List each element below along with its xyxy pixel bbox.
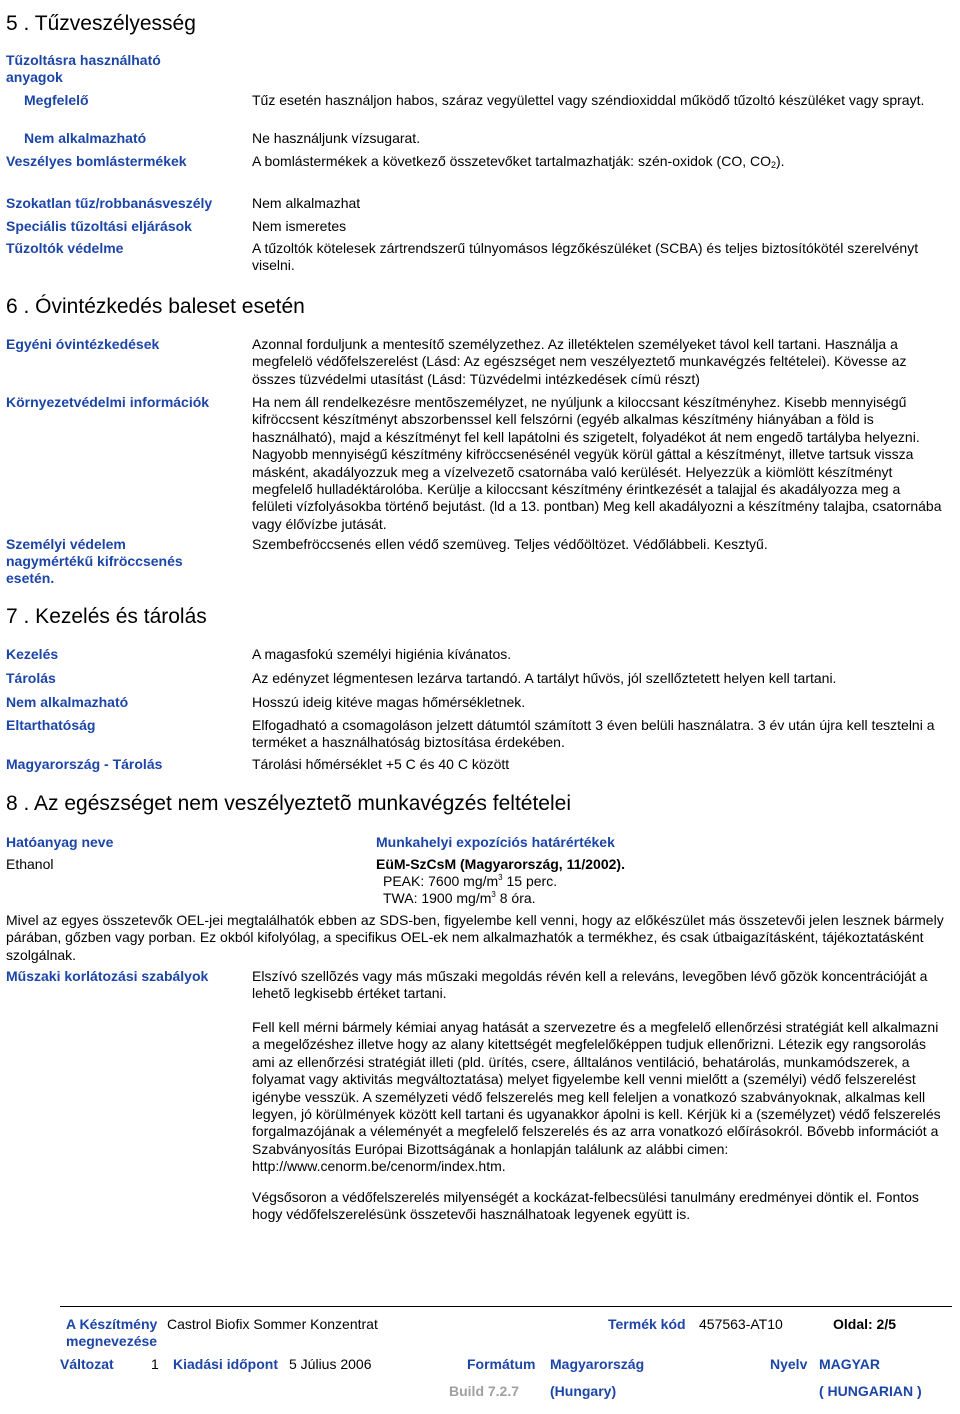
label-handling: Kezelés <box>6 646 59 662</box>
value-personal-precautions: Azonnal forduljunk a mentesítő személyzethez. Az illetéktelen személyeket távol kell tartani. Használja a megfelelö védőfelszerelést (Lásd: Az egészséget nem veszélyeztető munkavégzés feltételei). Kövesse az összes tüzvédelmi utasítást (Lásd: Tüzvédelmi intézkedések címü részt) <box>252 336 907 387</box>
footer-language: MAGYAR <box>819 1356 880 1372</box>
label-ppe-large-spill: Személyi védelem nagymértékű kifröccsenés esetén. <box>6 536 183 586</box>
section-8-title: 8 . Az egészséget nem veszélyeztetõ munkavégzés feltételei <box>6 792 571 815</box>
footer-product-label: A Készítmény <box>66 1316 158 1332</box>
value-shelf-life: Elfogadható a csomagoláson jelzett dátumtól számított 3 éven belüli használatra. 3 év után újra kell tesztelni a terméket a használhatóság biztosítása érdekében. <box>252 717 935 751</box>
value-not-applicable: Hosszú ideig kitéve magas hőmérsékletnek. <box>252 694 526 710</box>
label-firefighter-protection: Tűzoltók védelme <box>6 240 124 256</box>
regulation-name: EüM-SzCsM (Magyarország, 11/2002). <box>376 856 625 872</box>
value-not-suitable: Ne használjunk vízsugarat. <box>252 130 421 146</box>
value-hazardous-products: A bomlástermékek a következő összetevőket tartalmazhatják: szén-oxidok (CO, $CO_2$). <box>252 153 785 170</box>
engineering-controls-p3: Végsősoron a védőfelszerelés milyenségét a kockázat-felbecsülési tanulmány eredményei döntik el. Fontos hogy védőfelszerelésünk összetevői használhatoak legyenek együtt is. <box>252 1189 919 1223</box>
column-exposure-limits: Munkahelyi expozíciós határértékek <box>376 834 615 850</box>
footer-format: Magyarország <box>550 1356 645 1372</box>
label-shelf-life: Eltarthatóság <box>6 717 96 733</box>
label-hungary-storage: Magyarország - Tárolás <box>6 756 163 772</box>
engineering-controls-p1: Elszívó szellõzés vagy más műszaki megoldás révén kell a releváns, levegõben lévő gõzök koncentrációját a lehetõ legkisebb értéket tartani. <box>252 968 928 1002</box>
value-handling: A magasfokú személyi higiénia kívánatos. <box>252 646 512 662</box>
oel-note: Mivel az egyes összetevők OEL-jei megtalálhatók ebben az SDS-ben, figyelembe kell venni, hogy az előkészület más összetevői jelen lesznek bármely párában, gőzben vagy porban. Ez okból kifolyólag, a specifikus OEL-ek nem alkalmazhatók a termékhez, és csak útbaigazításként, tájékoztatásként szolgálnak. <box>6 912 944 963</box>
footer-format-label: Formátum <box>467 1356 536 1372</box>
column-substance-name: Hatóanyag neve <box>6 834 114 850</box>
section-5-title: 5 . Tűzveszélyesség <box>6 12 196 35</box>
footer-language-sub: ( HUNGARIAN ) <box>819 1383 922 1399</box>
label-engineering-controls: Műszaki korlátozási szabályok <box>6 968 209 984</box>
value-unusual-hazards: Nem alkalmazhat <box>252 195 361 211</box>
footer-page: Oldal: 2/5 <box>833 1316 897 1332</box>
footer-format-sub: (Hungary) <box>550 1383 617 1399</box>
value-suitable: Tűz esetén használjon habos, száraz vegyülettel vagy széndioxiddal működő tűzoltó készüléket vagy sprayt. <box>252 92 925 108</box>
footer-version-label: Változat <box>60 1356 114 1372</box>
value-ppe-large-spill: Szembefröccsenés ellen védő szemüveg. Teljes védőöltözet. Védőlábbeli. Kesztyű. <box>252 536 768 552</box>
limit-twa: TWA: 1900 $mg/m^3$ 8 óra. <box>383 890 536 906</box>
section-7-title: 7 . Kezelés és tárolás <box>6 605 207 628</box>
value-firefighter-protection: A tűzoltók kötelesek zártrendszerű túlnyomásos légzőkészüléket (SCBA) és teljes biztosítókötél szerelvényt viselni. <box>252 240 919 274</box>
label-unusual-hazards: Szokatlan tűz/robbanásveszély <box>6 195 213 211</box>
value-storage: Az edényzet légmentesen lezárva tartandó. A tartályt hűvös, jól szellőztetett helyen kell tartani. <box>252 670 837 686</box>
label-special-procedures: Speciális tűzoltási eljárások <box>6 218 192 234</box>
footer-rule <box>60 1306 952 1307</box>
label-extinguishing-media: Tűzoltásra használható anyagok <box>6 52 161 85</box>
footer-product-label-2: megnevezése <box>66 1333 158 1349</box>
footer-date-label: Kiadási időpont <box>173 1356 278 1372</box>
label-personal-precautions: Egyéni óvintézkedések <box>6 336 160 352</box>
label-not-suitable: Nem alkalmazható <box>24 130 147 146</box>
footer-language-label: Nyelv <box>770 1356 808 1372</box>
substance-name: Ethanol <box>6 856 54 872</box>
label-environmental: Környezetvédelmi információk <box>6 394 210 410</box>
label-suitable: Megfelelő <box>24 92 89 108</box>
footer-product-name: Castrol Biofix Sommer Konzentrat <box>167 1316 378 1332</box>
value-hungary-storage: Tárolási hőmérséklet +5 C és 40 C között <box>252 756 510 772</box>
label-storage: Tárolás <box>6 670 56 686</box>
value-special-procedures: Nem ismeretes <box>252 218 347 234</box>
value-environmental: Ha nem áll rendelkezésre mentõszemélyzet, ne nyúljunk a kiloccsant készítményhez. Kisebb mennyiségű kifröccsent készítményt abszorbenssel kell felszórni (egyéb alkalmas készítmény hiányában a föld is használható), majd a készítményt fel kell lapátolni és szigetelt, folyadékot át nem engedõ tartályba helyezni. Nagyobb mennyiségű készítmény kifröccsenésénél vegyük körül gáttal a készítményt, illetve tartsuk vissza másként, akadályozzuk meg a vízelvezetõ csatornába való kerülését. Helyezzük a kiömlött készítményt megfelelő hulladéktárolóba. Kerülje a kiloccsant készítmény érintkezését a talajjal és akadályozza meg a felületi vízfolyásokba történő bejutást. (ld a 13. pontban) Meg kell akadályozni a készítmény talajba, csatornába vagy élővízbe jutását. <box>252 394 942 532</box>
engineering-controls-p2: Fell kell mérni bármely kémiai anyag hatását a szervezetre és a megfelelő ellenőrzési stratégiát kell alkalmazni a megelőzéshez illetve hogy az alany kitettségét megfelelőképpen tudjuk ellenőrizni. Létezik egy rangsorolás ami az ellenőrzési stratégiát illeti (pld. ürítés, csere, álltalános ventiláció, behatárolás, munkamódszerek, a folyamat vagy aktivitás megváltoztatása) melyet figyelembe kell venni mielőtt a (személyi) védő felszerelést igénybe vesszük. A személyzeti védő felszerelés meg kell feleljen a vonatkozó szabványoknak, alkalmas kell legyen, jó körülmények között kell tartani és ugyanakkor ápolni is kell. Kérjük ki a (személyzet) védő felszerelés forgalmazójának a véleményét a megfelelő felszerelés és az arra vonatkozó előírásokról. Bővebb információt a Szabványosítás Európai Bizottságának a honlapján találunk az alábbi cimen: http://www.cenorm.be/cenorm/index.htm. <box>252 1019 941 1175</box>
label-not-applicable: Nem alkalmazható <box>6 694 129 710</box>
section-6-title: 6 . Óvintézkedés baleset esetén <box>6 295 305 318</box>
footer-code: 457563-AT10 <box>699 1316 783 1332</box>
limit-peak: PEAK: 7600 $mg/m^3$ 15 perc. <box>383 873 558 889</box>
label-hazardous-products: Veszélyes bomlástermékek <box>6 153 187 169</box>
footer-code-label: Termék kód <box>608 1316 686 1332</box>
footer-date: 5 Július 2006 <box>289 1356 372 1372</box>
footer-version: 1 <box>151 1356 159 1372</box>
footer-build: Build 7.2.7 <box>449 1383 520 1399</box>
